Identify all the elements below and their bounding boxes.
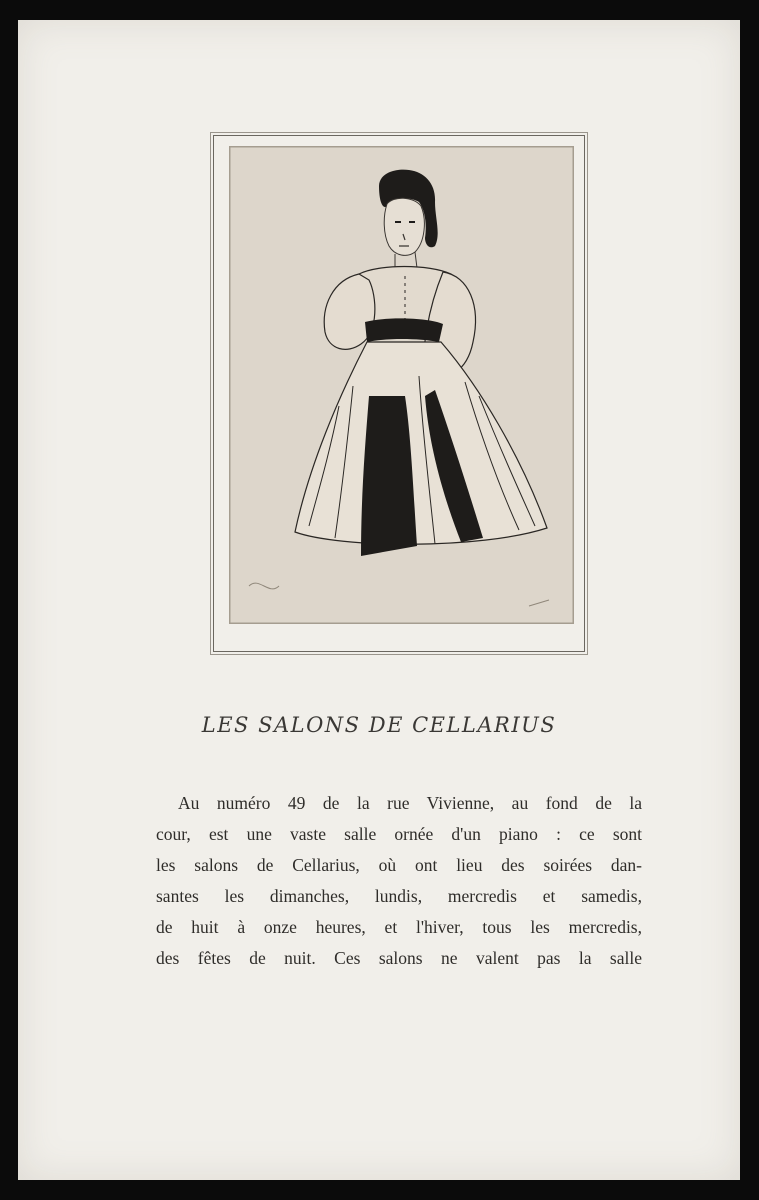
woman-etching bbox=[229, 146, 574, 624]
text-line: les salons de Cellarius, où ont lieu des soirées dan- bbox=[156, 855, 642, 875]
chapter-title: LES SALONS DE CELLARIUS bbox=[201, 713, 557, 737]
etching-illustration bbox=[229, 146, 574, 624]
body-paragraph bbox=[156, 788, 642, 974]
text-line: de huit à onze heures, et l'hiver, tous les mercredis, bbox=[156, 917, 642, 937]
text-line: des fêtes de nuit. Ces salons ne valent pas la salle bbox=[156, 948, 642, 968]
text-line: Au numéro 49 de la rue Vivienne, au fond de la bbox=[178, 793, 642, 813]
text-line: santes les dimanches, lundis, mercredis et samedis, bbox=[156, 886, 642, 906]
book-page bbox=[18, 20, 740, 1180]
text-line: cour, est une vaste salle ornée d'un piano : ce sont bbox=[156, 824, 642, 844]
